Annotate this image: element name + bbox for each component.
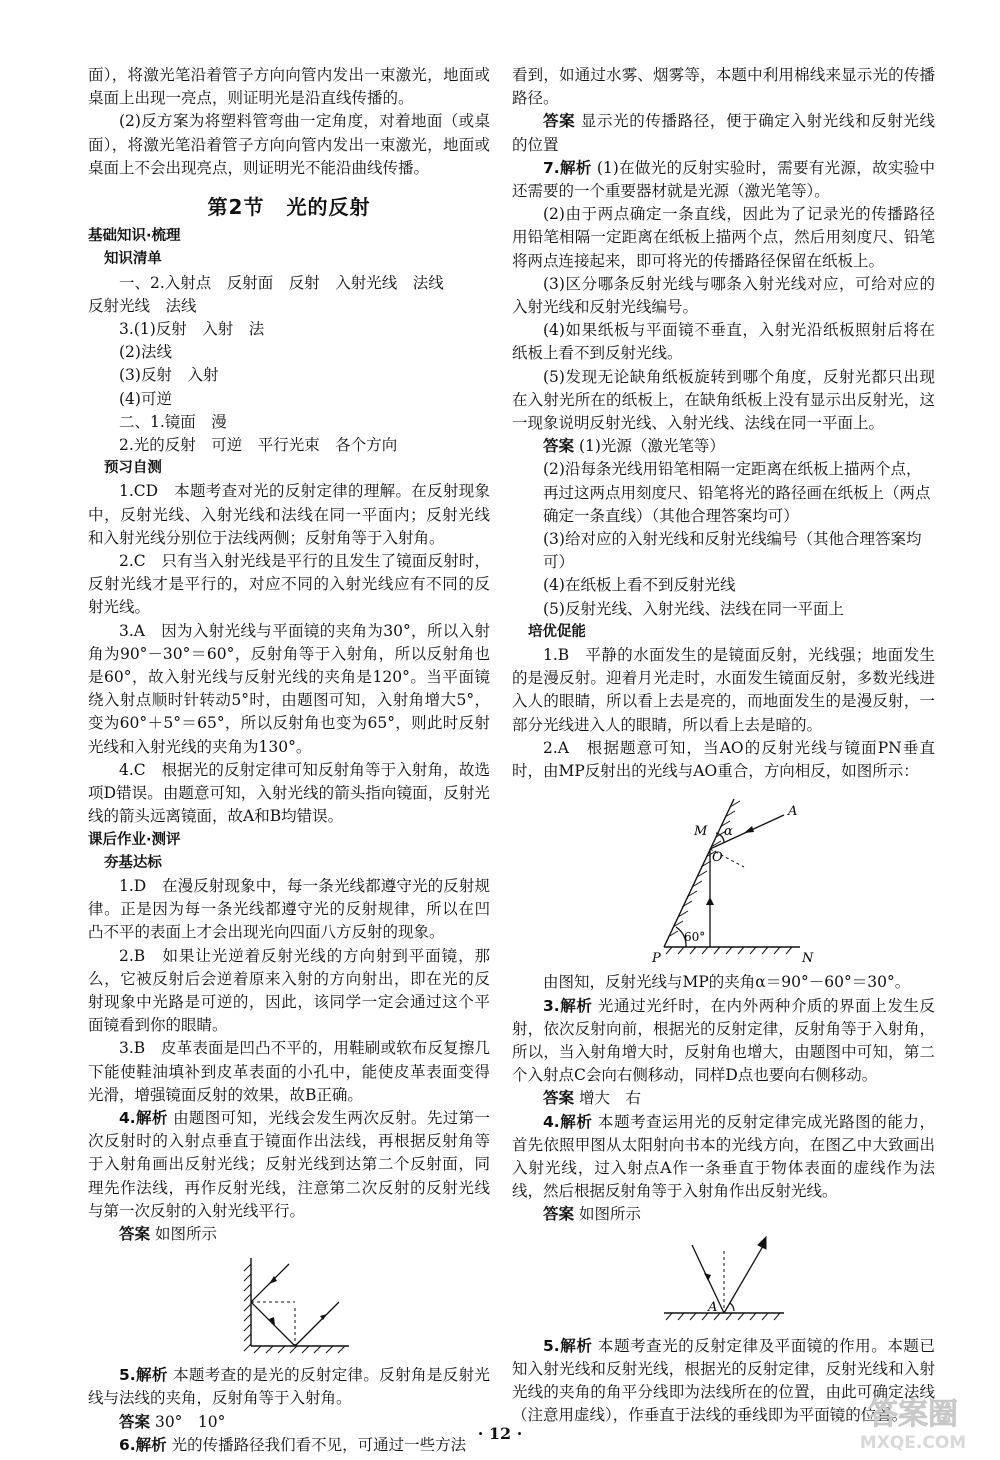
- analysis-text: 光通过光纤时，在内外两种介质的界面上发生反射，依次反射向前，根据光的反射定律，反射角等于入射角，所以，当入射角增大时，反射角也增大，由题图中可知，第二个入射点C会向右侧移动，同样D点也要向右侧移动。: [512, 996, 935, 1085]
- answer-text: 增大 右: [578, 1089, 641, 1108]
- analysis-label: 5.解析: [543, 1336, 593, 1355]
- left-paragraph-2: (2)反方案为将塑料管弯曲一定角度，对着地面（或桌面），将激光笔沿着管子方向向管内发出一束激光，地面或桌面上不会出现亮点，则证明光不能沿曲线传播。: [88, 112, 490, 177]
- answer-text: 30° 10°: [154, 1412, 226, 1431]
- answer-7: [512, 435, 935, 458]
- preview-answer-2: 2.C 只有当入射光线是平行的且发生了镜面反射时，反射光线才是平行的，对应不同的入射光线应有不同的反射光线。: [88, 552, 490, 617]
- section-name: 光的反射: [286, 195, 371, 220]
- improve-answer-1: 1.B 平静的水面发生的是镜面反射，光线强；地面发生的是漫反射。迎着月光走时，水面发生镜面反射，多数光线进入人的眼睛，所以看上去是亮的，而地面发生的是漫反射，一部分光线进入人的眼睛，所以看上去是暗的。: [512, 646, 935, 734]
- analysis-7: [512, 157, 935, 203]
- analysis-label: 6.解析: [119, 1435, 167, 1454]
- homework-answer-4-result: [88, 1223, 490, 1246]
- answer-text: 如图所示: [578, 1205, 641, 1224]
- watermark-logo: [838, 1388, 988, 1454]
- watermark-url: MXQE.COM: [859, 1433, 967, 1453]
- analysis-7-part: (4)如果纸板与平面镜不垂直，入射光沿纸板照射后将在纸板上看不到反射光线。: [512, 321, 935, 363]
- analysis-7-part: (2)由于两点确定一条直线，因此为了记录光的传播路径用铅笔相隔一定距离在纸板上描两个点，然后用刻度尺、铅笔将两点连接起来，即可将光的传播路径保留在纸板上。: [512, 205, 935, 270]
- list-line: 二、1.镜面 漫: [119, 412, 227, 431]
- analysis-text: 光的传播路径我们看不见，可通过一些方法: [171, 1435, 467, 1454]
- homework-answer-3: 3.B 皮革表面是凹凸不平的，用鞋刷或软布反复擦几下能使鞋油填补到皮革表面的小孔中，能使皮革表面变得光滑，增强镜面反射的效果，故B正确。: [88, 1039, 490, 1104]
- label-alpha: α: [723, 824, 733, 840]
- analysis-7-part: (3)区分哪条反射光线与哪条入射光线对应，可给对应的入射光线和反射光线编号。: [512, 274, 935, 317]
- answer-7-part: (4)在纸板上看不到反射光线: [543, 576, 736, 595]
- answer-text: (1)光源（激光笔等）: [578, 437, 725, 456]
- homework-answer-1: 1.D 在漫反射现象中，每一条光线都遵守光的反射规律。正是因为每一条光线都遵守光的反射规律，所以在凹凸不平的表面上才会出现光向四面八方反射的现象。: [88, 876, 490, 942]
- heading-improve: 培优促能: [527, 623, 586, 640]
- heading-preview-test: 预习自测: [103, 460, 162, 477]
- preview-answer-4: 4.C 根据光的反射定律可知反射角等于入射角，故选项D错误。由题意可知，入射光线的箭头指向镜面，反射光线的箭头远离镜面，故A和B均错误。: [88, 760, 490, 826]
- answer-label: 答案: [543, 437, 575, 456]
- heading-homework: 课后作业·测评: [88, 831, 181, 848]
- homework-answer-5: [88, 1364, 490, 1410]
- improve-answer-4: [512, 1203, 935, 1226]
- list-line: 3.(1)反射 入射 法: [119, 320, 265, 339]
- right-paragraph-1: 看到，如通过水雾、烟雾等，本题中利用棉线来显示光的传播路径。: [512, 66, 935, 108]
- analysis-text: 本题考查光的反射定律及平面镜的作用。本题已知入射光线和反射光线，根据光的反射定律，反射光线和入射光线的夹角的角平分线即为法线所在的位置，由此可确定法线（注意用虚线），作垂直于法线的垂线即为平面镜的位置。: [512, 1336, 935, 1425]
- analysis-text: 本题考查的是光的反射定律。反射角是反射光线与法线的夹角，反射角等于入射角。: [88, 1366, 490, 1408]
- left-column: [88, 64, 490, 1457]
- list-line: (3)反射 入射: [119, 366, 219, 385]
- heading-basic-standard: 夯基达标: [103, 854, 162, 871]
- analysis-label: 5.解析: [119, 1366, 168, 1385]
- list-line: 一、2.入射点 反射面 反射 入射光线 法线: [119, 273, 444, 292]
- label-angle-60: 60°: [683, 930, 705, 945]
- homework-answer-5-result: [88, 1411, 490, 1434]
- label-O: O: [711, 850, 723, 866]
- answer-7-part: (5)反射光线、入射光线、法线在同一平面上: [543, 599, 844, 618]
- section-title: [88, 196, 490, 219]
- homework-answer-2: 2.B 如果让光逆着反射光线的方向射到平面镜，那么，它被反射后会逆着原来入射的方向射出，即在光的反射现象中光路是可逆的，因此，该同学一定会通过这个平面镜看到你的眼睛。: [88, 946, 490, 1035]
- improve-answer-3: [512, 1087, 935, 1110]
- label-A: A: [707, 1299, 717, 1315]
- analysis-label: 4.解析: [119, 1108, 168, 1127]
- preview-answer-3: 3.A 因为入射光线与平面镜的夹角为30°，所以入射角为90°－30°＝60°，反射角等于入射角，所以反射角也是60°，故入射光线与反射光线的夹角是120°。当平面镜绕入射点顺时针转动5°时，由题图可知，入射角增大5°，变为60°＋5°＝65°，所以反射角也变为65°，则此时反射光线和入射光线的夹角为130°。: [88, 621, 490, 756]
- label-A: A: [787, 804, 797, 820]
- improve-answer-2-result: 由图知，反射光线与MP的夹角α＝90°－60°＝30°。: [543, 973, 911, 992]
- heading-basic-knowledge: 基础知识·梳理: [88, 228, 181, 245]
- answer-label: 答案: [119, 1412, 151, 1431]
- homework-answer-6: [88, 1434, 490, 1457]
- label-P: P: [651, 951, 661, 967]
- figure-double-reflection: [199, 1250, 379, 1360]
- section-number: 第2节: [207, 195, 265, 220]
- analysis-7-part: (5)发现无论缺角纸板旋转到哪个角度，反射光都只出现在入射光所在的纸板上，在缺角纸板上没有显示出反射光，这一现象说明反射光线、入射光线、法线在同一平面上。: [512, 367, 935, 433]
- improve-analysis-3: [512, 995, 935, 1088]
- list-line: 2.光的反射 可逆 平行光束 各个方向: [119, 436, 398, 455]
- preview-answer-1: 1.CD 本题考查对光的反射定律的理解。在反射现象中，反射光线、入射光线和法线在同一平面内；反射光线和入射光线分别位于法线两侧；反射角等于入射角。: [88, 482, 490, 547]
- list-line: (4)可逆: [119, 389, 172, 408]
- right-column: [512, 64, 935, 1427]
- analysis-text: 由题图可知，光线会发生两次反射。先过第一次反射时的入射点垂直于镜面作出法线，再根据反射角等于入射角画出反射光线；反射光线到达第二个反射面，同理先作法线，再作反射光线，注意第二次反射的反射光线与第一次反射的入射光线平行。: [88, 1108, 490, 1220]
- analysis-label: 4.解析: [543, 1112, 593, 1131]
- list-line: 反射光线 法线: [88, 296, 197, 315]
- label-M: M: [693, 824, 707, 840]
- improve-answer-2: 2.A 根据题意可知，当AO的反射光线与镜面PN垂直时，由MP反射出的光线与AO重合，方向相反，如图所示：: [512, 738, 935, 781]
- answer-label: 答案: [543, 1089, 575, 1108]
- answer-text: 显示光的传播路径，便于确定入射光线和反射光线的位置: [512, 112, 935, 154]
- improve-analysis-4: [512, 1111, 935, 1204]
- figure-two-mirrors: [624, 787, 824, 967]
- analysis-label: 3.解析: [543, 996, 593, 1015]
- homework-answer-4: [88, 1107, 490, 1223]
- answer-7-part: (3)给对应的入射光线和反射光线编号（其他合理答案均可）: [543, 530, 922, 572]
- list-line: (2)法线: [119, 343, 172, 362]
- analysis-text: (1)在做光的反射实验时，需要有光源，故实验中还需要的一个重要器材就是光源（激光笔等）。: [512, 158, 935, 201]
- answer-6: [512, 110, 935, 156]
- watermark-text: 答案圈: [868, 1397, 958, 1432]
- answer-label: 答案: [543, 112, 576, 131]
- figure-reflection-point-A: [634, 1231, 814, 1331]
- page-number: · 12 ·: [477, 1424, 523, 1443]
- heading-knowledge-list: 知识清单: [103, 251, 162, 268]
- analysis-label: 7.解析: [543, 158, 592, 177]
- answer-text: 如图所示: [154, 1224, 217, 1243]
- answer-label: 答案: [543, 1205, 575, 1224]
- label-N: N: [801, 951, 813, 967]
- answer-7-part: (2)沿每条光线用铅笔相隔一定距离在纸板上描两个点，再过这两点用刻度尺、铅笔将光的路径画在纸板上（两点确定一条直线）（其他合理答案均可）: [543, 460, 931, 525]
- analysis-text: 本题考查运用光的反射定律完成光路图的能力，首先依照甲图从太阳射向书本的光线方向，在图乙中大致画出入射光线，过入射点A作一条垂直于物体表面的虚线作为法线，然后根据反射角等于入射角作出反射光线。: [512, 1112, 935, 1201]
- answer-label: 答案: [119, 1224, 151, 1243]
- left-paragraph-1: 面），将激光笔沿着管子方向向管内发出一束激光，地面或桌面上出现一亮点，则证明光是沿直线传播的。: [88, 66, 490, 108]
